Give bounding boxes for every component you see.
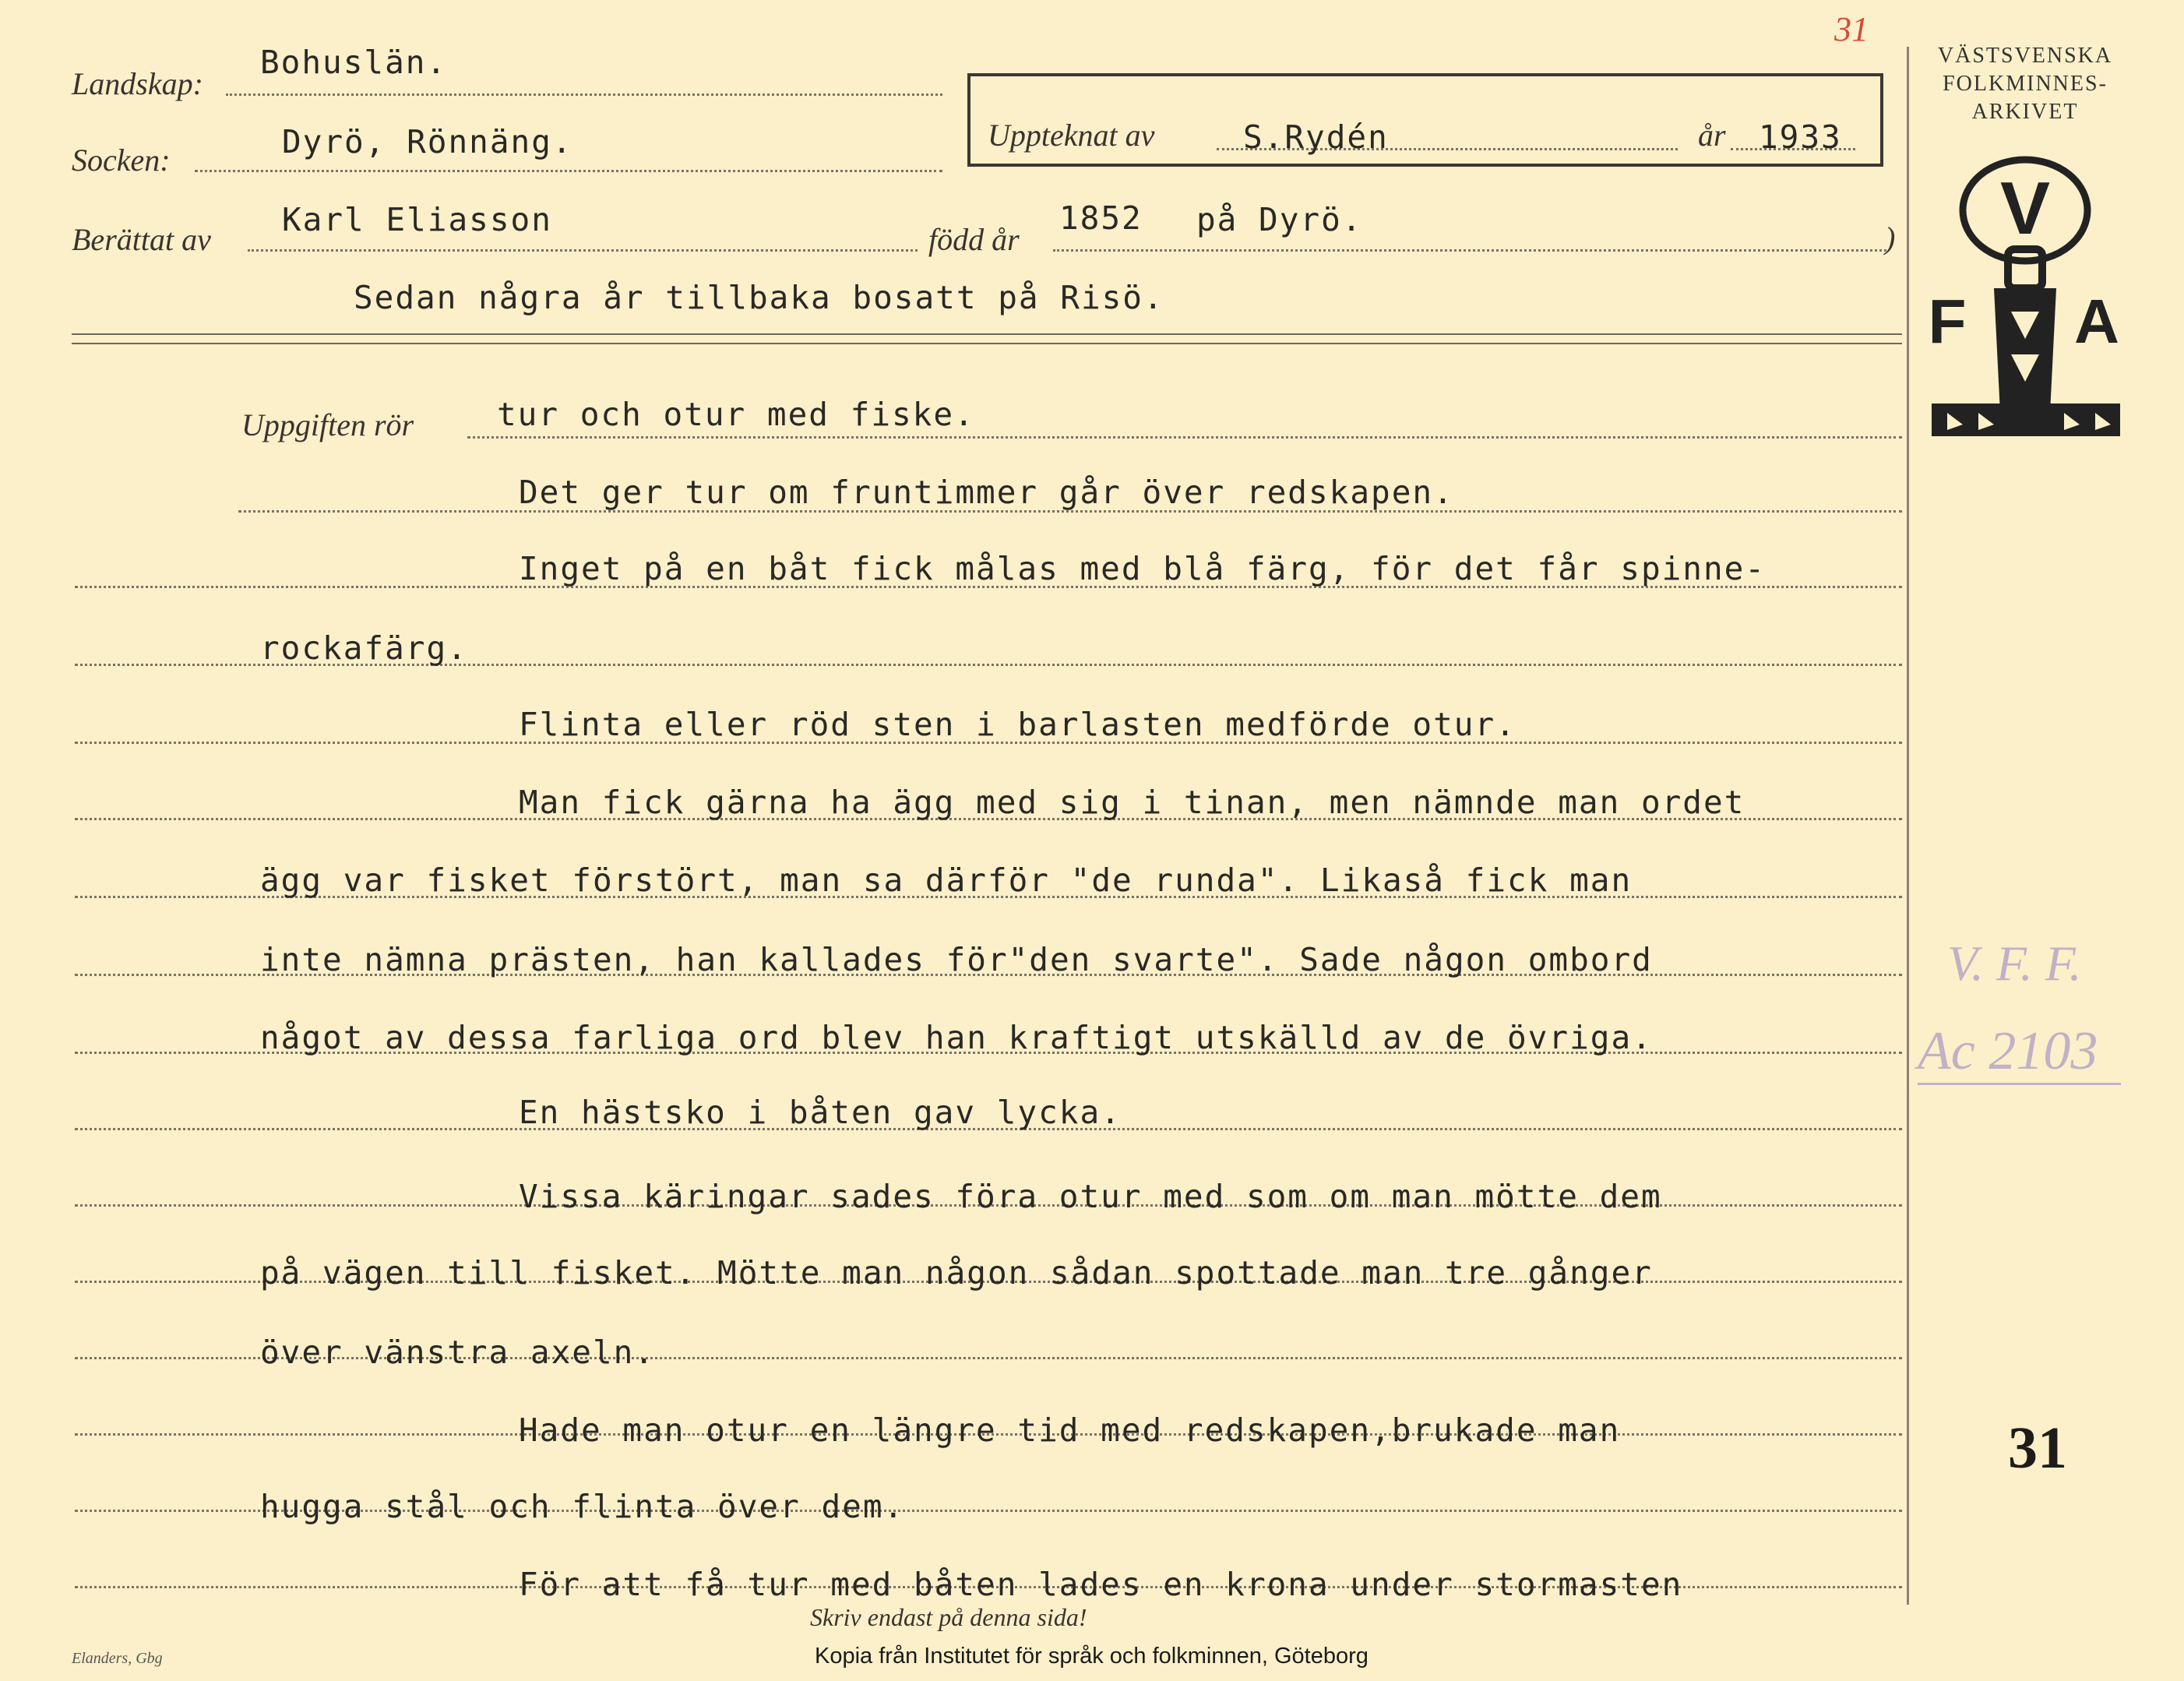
stamped-page-number: 31: [2008, 1415, 2067, 1481]
fodd-place: på Dyrö.: [1196, 201, 1363, 238]
subject-dots: [467, 436, 1902, 439]
archive-stamp-line-2: Ac 2103: [1918, 1020, 2121, 1085]
body-line: Inget på en båt fick målas med blå färg, för det får spinne-: [519, 550, 1767, 587]
ar-label: år: [1698, 118, 1726, 153]
body-line: En hästsko i båten gav lycka.: [519, 1094, 1122, 1131]
fodd-year: 1852: [1059, 199, 1143, 237]
socken-dots: [195, 170, 942, 172]
printer-mark: Elanders, Gbg: [72, 1650, 163, 1667]
body-line: ägg var fisket förstört, man sa därför "de runda". Likaså fick man: [260, 862, 1633, 899]
landskap-value: Bohuslän.: [260, 44, 448, 81]
body-line: över vänstra axeln.: [260, 1334, 655, 1371]
logo-letter-f: F: [1928, 287, 1967, 356]
archive-name: [1916, 42, 2134, 126]
archive-name-line-2: FOLKMINNES-: [1943, 72, 2108, 96]
subject-label: Uppgiften rör: [241, 407, 414, 442]
uppteck-label: Uppteknat av: [988, 118, 1155, 153]
archive-logo: [1916, 156, 2150, 467]
berattat-value: Karl Eliasson: [282, 201, 552, 238]
archive-name-line-1: VÄSTSVENSKA: [1937, 44, 2113, 68]
body-line: hugga stål och flinta över dem.: [260, 1488, 905, 1525]
header-divider-bottom: [72, 343, 1902, 344]
subject-value: tur och otur med fiske.: [497, 396, 975, 433]
body-line: inte nämna prästen, han kallades för"den svarte". Sade någon ombord: [260, 941, 1653, 978]
body-line: Vissa käringar sades föra otur med som om man mötte dem: [519, 1178, 1662, 1215]
archive-name-line-3: ARKIVET: [1971, 100, 2079, 124]
body-line: Hade man otur en längre tid med redskapen,brukade man: [519, 1411, 1621, 1449]
close-paren: ): [1885, 220, 1896, 255]
body-line: Det ger tur om fruntimmer går över redskapen.: [519, 474, 1454, 511]
body-line: För att få tur med båten lades en krona under stormasten: [519, 1566, 1683, 1603]
berattat-dots: [248, 249, 918, 252]
logo-letter-v: V: [1999, 167, 2051, 250]
footer-instruction: Skriv endast på denna sida!: [810, 1603, 1087, 1631]
ar-value: 1933: [1759, 118, 1842, 156]
body-line: rockafärg.: [260, 629, 468, 667]
socken-label: Socken:: [72, 143, 171, 178]
header-divider-top: [72, 333, 1902, 335]
copy-note: Kopia från Institutet för språk och folkminnen, Göteborg: [815, 1644, 1369, 1669]
body-line: något av dessa farliga ord blev han kraftigt utskälld av de övriga.: [260, 1019, 1653, 1056]
body-line: på vägen till fisket. Mötte man någon sådan spottade man tre gånger: [260, 1254, 1653, 1292]
archive-stamp-line-1: V. F. F.: [1947, 936, 2082, 991]
handwritten-page-number: 31: [1834, 10, 1869, 48]
landskap-label: Landskap:: [72, 66, 203, 101]
fodd-dots: [1053, 249, 1886, 252]
fodd-label: född år: [928, 222, 1020, 257]
landskap-dots: [226, 93, 942, 96]
body-line: Flinta eller röd sten i barlasten medförde otur.: [519, 706, 1516, 743]
uppteck-value: S.Rydén: [1243, 118, 1389, 156]
socken-value: Dyrö, Rönnäng.: [282, 123, 573, 160]
berattat-label: Berättat av: [72, 222, 211, 257]
logo-letter-a: A: [2074, 287, 2119, 356]
residence-note: Sedan några år tillbaka bosatt på Risö.: [354, 279, 1164, 316]
body-line: Man fick gärna ha ägg med sig i tinan, men nämnde man ordet: [519, 784, 1745, 821]
margin-line: [1907, 47, 1909, 1605]
